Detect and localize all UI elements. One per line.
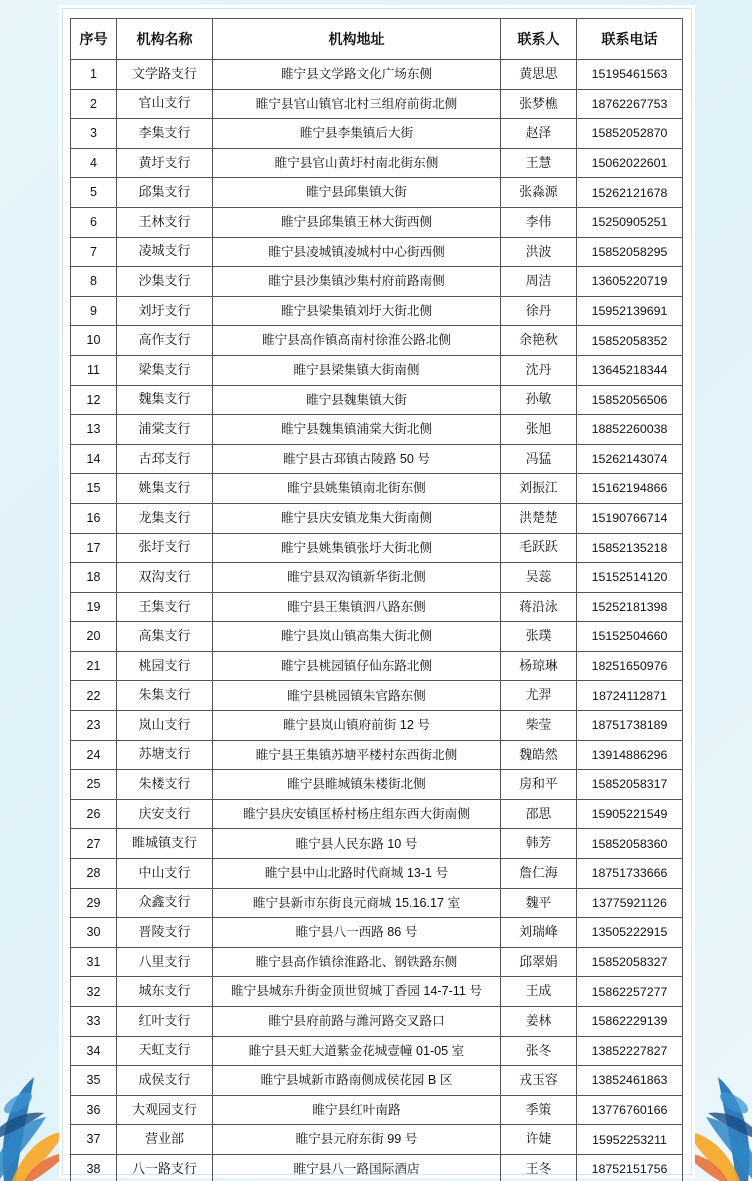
cell-contact-person: 蒋沿泳 [501, 592, 577, 622]
cell-branch-name: 邱集支行 [117, 178, 213, 208]
cell-address: 睢宁县桃园镇仔仙东路北侧 [213, 651, 501, 681]
cell-index: 24 [71, 740, 117, 770]
cell-index: 15 [71, 474, 117, 504]
cell-index: 31 [71, 947, 117, 977]
cell-index: 6 [71, 207, 117, 237]
cell-branch-name: 古邳支行 [117, 444, 213, 474]
cell-index: 8 [71, 267, 117, 297]
cell-phone: 15262143074 [577, 444, 683, 474]
cell-branch-name: 营业部 [117, 1125, 213, 1155]
cell-branch-name: 大观园支行 [117, 1095, 213, 1125]
table-row [71, 1154, 683, 1181]
table-row [71, 119, 683, 149]
table-body [71, 60, 683, 1181]
cell-phone: 13605220719 [577, 267, 683, 297]
cell-branch-name: 高作支行 [117, 326, 213, 356]
cell-address: 睢宁县府前路与潍河路交叉路口 [213, 1007, 501, 1037]
cell-contact-person: 张璞 [501, 622, 577, 652]
cell-phone: 13775921126 [577, 888, 683, 918]
cell-contact-person: 姜林 [501, 1007, 577, 1037]
cell-index: 4 [71, 148, 117, 178]
cell-branch-name: 苏塘支行 [117, 740, 213, 770]
table-row [71, 326, 683, 356]
cell-contact-person: 李伟 [501, 207, 577, 237]
cell-contact-person: 魏平 [501, 888, 577, 918]
cell-index: 1 [71, 60, 117, 90]
cell-branch-name: 王集支行 [117, 592, 213, 622]
cell-branch-name: 姚集支行 [117, 474, 213, 504]
table-row [71, 651, 683, 681]
cell-branch-name: 张圩支行 [117, 533, 213, 563]
branch-directory-table-wrapper [70, 18, 682, 1181]
cell-phone: 15862257277 [577, 977, 683, 1007]
cell-contact-person: 张冬 [501, 1036, 577, 1066]
cell-branch-name: 李集支行 [117, 119, 213, 149]
cell-phone: 15952139691 [577, 296, 683, 326]
cell-address: 睢宁县八一路国际酒店 [213, 1154, 501, 1181]
cell-address: 睢宁县元府东街 99 号 [213, 1125, 501, 1155]
cell-branch-name: 天虹支行 [117, 1036, 213, 1066]
cell-branch-name: 梁集支行 [117, 355, 213, 385]
cell-address: 睢宁县八一西路 86 号 [213, 918, 501, 948]
cell-phone: 15262121678 [577, 178, 683, 208]
table-row [71, 1066, 683, 1096]
cell-index: 16 [71, 503, 117, 533]
cell-address: 睢宁县天虹大道紫金花城壹幢 01-05 室 [213, 1036, 501, 1066]
table-row [71, 444, 683, 474]
cell-contact-person: 吴蕊 [501, 563, 577, 593]
cell-branch-name: 官山支行 [117, 89, 213, 119]
cell-index: 7 [71, 237, 117, 267]
cell-index: 23 [71, 711, 117, 741]
cell-contact-person: 张旭 [501, 415, 577, 445]
cell-contact-person: 房和平 [501, 770, 577, 800]
cell-contact-person: 张梦樵 [501, 89, 577, 119]
cell-index: 2 [71, 89, 117, 119]
cell-contact-person: 杨琼琳 [501, 651, 577, 681]
table-row [71, 355, 683, 385]
cell-branch-name: 岚山支行 [117, 711, 213, 741]
table-row [71, 148, 683, 178]
cell-phone: 15852135218 [577, 533, 683, 563]
cell-index: 26 [71, 799, 117, 829]
table-row [71, 267, 683, 297]
table-row [71, 237, 683, 267]
cell-contact-person: 沈丹 [501, 355, 577, 385]
cell-branch-name: 王林支行 [117, 207, 213, 237]
table-row [71, 947, 683, 977]
cell-address: 睢宁县睢城镇朱楼街北侧 [213, 770, 501, 800]
cell-index: 32 [71, 977, 117, 1007]
cell-branch-name: 城东支行 [117, 977, 213, 1007]
cell-contact-person: 孙敏 [501, 385, 577, 415]
cell-phone: 18724112871 [577, 681, 683, 711]
cell-address: 睢宁县文学路文化广场东侧 [213, 60, 501, 90]
cell-branch-name: 沙集支行 [117, 267, 213, 297]
cell-address: 睢宁县桃园镇朱官路东侧 [213, 681, 501, 711]
cell-branch-name: 龙集支行 [117, 503, 213, 533]
cell-index: 22 [71, 681, 117, 711]
table-row [71, 178, 683, 208]
cell-index: 28 [71, 859, 117, 889]
cell-phone: 15195461563 [577, 60, 683, 90]
table-row [71, 533, 683, 563]
cell-contact-person: 毛跃跃 [501, 533, 577, 563]
cell-phone: 15852058352 [577, 326, 683, 356]
cell-contact-person: 詹仁海 [501, 859, 577, 889]
cell-phone: 15250905251 [577, 207, 683, 237]
cell-branch-name: 庆安支行 [117, 799, 213, 829]
table-row [71, 681, 683, 711]
cell-branch-name: 双沟支行 [117, 563, 213, 593]
cell-phone: 15062022601 [577, 148, 683, 178]
column-header-phone: 联系电话 [577, 19, 683, 60]
cell-contact-person: 刘振江 [501, 474, 577, 504]
cell-branch-name: 晋陵支行 [117, 918, 213, 948]
cell-branch-name: 魏集支行 [117, 385, 213, 415]
cell-address: 睢宁县邱集镇大街 [213, 178, 501, 208]
cell-branch-name: 红叶支行 [117, 1007, 213, 1037]
cell-phone: 18751738189 [577, 711, 683, 741]
cell-branch-name: 朱集支行 [117, 681, 213, 711]
cell-contact-person: 戎玉容 [501, 1066, 577, 1096]
cell-address: 睢宁县城东升街金顶世贸城丁香园 14-7-11 号 [213, 977, 501, 1007]
cell-index: 12 [71, 385, 117, 415]
table-row [71, 740, 683, 770]
cell-contact-person: 尤羿 [501, 681, 577, 711]
cell-address: 睢宁县魏集镇大街 [213, 385, 501, 415]
cell-address: 睢宁县梁集镇刘圩大街北侧 [213, 296, 501, 326]
cell-index: 27 [71, 829, 117, 859]
cell-phone: 15152504660 [577, 622, 683, 652]
table-row [71, 1007, 683, 1037]
cell-phone: 15905221549 [577, 799, 683, 829]
table-row [71, 1095, 683, 1125]
cell-phone: 15852058317 [577, 770, 683, 800]
cell-index: 21 [71, 651, 117, 681]
cell-index: 13 [71, 415, 117, 445]
cell-address: 睢宁县官山镇官北村三组府前街北侧 [213, 89, 501, 119]
table-row [71, 296, 683, 326]
cell-branch-name: 桃园支行 [117, 651, 213, 681]
cell-contact-person: 张淼源 [501, 178, 577, 208]
table-row [71, 60, 683, 90]
cell-address: 睢宁县中山北路时代商城 13-1 号 [213, 859, 501, 889]
cell-address: 睢宁县王集镇苏塘平楼村东西街北侧 [213, 740, 501, 770]
cell-index: 34 [71, 1036, 117, 1066]
cell-branch-name: 睢城镇支行 [117, 829, 213, 859]
cell-address: 睢宁县古邳镇古陵路 50 号 [213, 444, 501, 474]
column-header-address: 机构地址 [213, 19, 501, 60]
table-row [71, 385, 683, 415]
cell-index: 5 [71, 178, 117, 208]
cell-contact-person: 周洁 [501, 267, 577, 297]
cell-phone: 15862229139 [577, 1007, 683, 1037]
cell-address: 睢宁县城新市路南侧成侯花园 B 区 [213, 1066, 501, 1096]
table-row [71, 207, 683, 237]
cell-index: 17 [71, 533, 117, 563]
table-header-row [71, 19, 683, 60]
cell-contact-person: 余艳秋 [501, 326, 577, 356]
cell-phone: 13914886296 [577, 740, 683, 770]
cell-index: 29 [71, 888, 117, 918]
cell-address: 睢宁县姚集镇南北街东侧 [213, 474, 501, 504]
cell-phone: 13645218344 [577, 355, 683, 385]
cell-branch-name: 中山支行 [117, 859, 213, 889]
cell-contact-person: 季策 [501, 1095, 577, 1125]
table-row [71, 474, 683, 504]
cell-address: 睢宁县王集镇泗八路东侧 [213, 592, 501, 622]
cell-contact-person: 刘瑞峰 [501, 918, 577, 948]
table-row [71, 799, 683, 829]
table-row [71, 859, 683, 889]
cell-address: 睢宁县官山黄圩村南北街东侧 [213, 148, 501, 178]
cell-phone: 15162194866 [577, 474, 683, 504]
column-header-index: 序号 [71, 19, 117, 60]
cell-contact-person: 徐丹 [501, 296, 577, 326]
cell-phone: 18762267753 [577, 89, 683, 119]
cell-contact-person: 柴莹 [501, 711, 577, 741]
cell-phone: 15852052870 [577, 119, 683, 149]
cell-index: 18 [71, 563, 117, 593]
cell-address: 睢宁县沙集镇沙集村府前路南侧 [213, 267, 501, 297]
cell-index: 36 [71, 1095, 117, 1125]
cell-address: 睢宁县姚集镇张圩大街北侧 [213, 533, 501, 563]
cell-address: 睢宁县魏集镇浦棠大街北侧 [213, 415, 501, 445]
cell-contact-person: 王冬 [501, 1154, 577, 1181]
cell-contact-person: 王慧 [501, 148, 577, 178]
cell-phone: 13776760166 [577, 1095, 683, 1125]
cell-index: 10 [71, 326, 117, 356]
cell-address: 睢宁县庆安镇龙集大街南侧 [213, 503, 501, 533]
column-header-branch-name: 机构名称 [117, 19, 213, 60]
cell-address: 睢宁县岚山镇府前街 12 号 [213, 711, 501, 741]
table-row [71, 503, 683, 533]
cell-phone: 15190766714 [577, 503, 683, 533]
column-header-contact-person: 联系人 [501, 19, 577, 60]
cell-phone: 15952253211 [577, 1125, 683, 1155]
cell-contact-person: 洪波 [501, 237, 577, 267]
cell-address: 睢宁县李集镇后大街 [213, 119, 501, 149]
cell-index: 11 [71, 355, 117, 385]
cell-branch-name: 朱楼支行 [117, 770, 213, 800]
cell-contact-person: 魏皓然 [501, 740, 577, 770]
cell-contact-person: 邱翠娟 [501, 947, 577, 977]
cell-address: 睢宁县庆安镇匡桥村杨庄组东西大街南侧 [213, 799, 501, 829]
cell-phone: 15852058327 [577, 947, 683, 977]
cell-phone: 13852461863 [577, 1066, 683, 1096]
branch-directory-table [70, 18, 683, 1181]
table-row [71, 563, 683, 593]
table-row [71, 89, 683, 119]
cell-contact-person: 赵泽 [501, 119, 577, 149]
cell-phone: 18752151756 [577, 1154, 683, 1181]
cell-phone: 15852058360 [577, 829, 683, 859]
cell-branch-name: 高集支行 [117, 622, 213, 652]
cell-index: 33 [71, 1007, 117, 1037]
cell-index: 35 [71, 1066, 117, 1096]
cell-branch-name: 八里支行 [117, 947, 213, 977]
cell-phone: 15152514120 [577, 563, 683, 593]
cell-phone: 15852058295 [577, 237, 683, 267]
table-row [71, 711, 683, 741]
cell-address: 睢宁县新市东街良元商城 15.16.17 室 [213, 888, 501, 918]
cell-contact-person: 黄思思 [501, 60, 577, 90]
cell-phone: 15852056506 [577, 385, 683, 415]
cell-index: 14 [71, 444, 117, 474]
cell-branch-name: 刘圩支行 [117, 296, 213, 326]
cell-index: 30 [71, 918, 117, 948]
cell-phone: 13505222915 [577, 918, 683, 948]
cell-branch-name: 众鑫支行 [117, 888, 213, 918]
cell-index: 38 [71, 1154, 117, 1181]
cell-address: 睢宁县梁集镇大街南侧 [213, 355, 501, 385]
cell-address: 睢宁县邱集镇王林大街西侧 [213, 207, 501, 237]
cell-branch-name: 凌城支行 [117, 237, 213, 267]
cell-address: 睢宁县高作镇高南村徐淮公路北侧 [213, 326, 501, 356]
table-row [71, 1125, 683, 1155]
cell-branch-name: 八一路支行 [117, 1154, 213, 1181]
cell-contact-person: 邵思 [501, 799, 577, 829]
table-row [71, 829, 683, 859]
cell-branch-name: 浦棠支行 [117, 415, 213, 445]
cell-phone: 18852260038 [577, 415, 683, 445]
cell-address: 睢宁县岚山镇高集大街北侧 [213, 622, 501, 652]
table-row [71, 770, 683, 800]
table-row [71, 592, 683, 622]
table-row [71, 977, 683, 1007]
cell-address: 睢宁县红叶南路 [213, 1095, 501, 1125]
table-row [71, 415, 683, 445]
cell-index: 20 [71, 622, 117, 652]
table-row [71, 888, 683, 918]
cell-index: 19 [71, 592, 117, 622]
cell-phone: 18251650976 [577, 651, 683, 681]
cell-branch-name: 成侯支行 [117, 1066, 213, 1096]
cell-index: 25 [71, 770, 117, 800]
cell-contact-person: 冯猛 [501, 444, 577, 474]
cell-index: 9 [71, 296, 117, 326]
cell-phone: 13852227827 [577, 1036, 683, 1066]
cell-contact-person: 韩芳 [501, 829, 577, 859]
cell-address: 睢宁县凌城镇凌城村中心街西侧 [213, 237, 501, 267]
cell-address: 睢宁县高作镇徐淮路北、钢铁路东侧 [213, 947, 501, 977]
cell-index: 37 [71, 1125, 117, 1155]
cell-address: 睢宁县人民东路 10 号 [213, 829, 501, 859]
cell-branch-name: 黄圩支行 [117, 148, 213, 178]
table-row [71, 918, 683, 948]
cell-branch-name: 文学路支行 [117, 60, 213, 90]
cell-contact-person: 王成 [501, 977, 577, 1007]
cell-address: 睢宁县双沟镇新华街北侧 [213, 563, 501, 593]
cell-phone: 18751733666 [577, 859, 683, 889]
table-row [71, 622, 683, 652]
cell-contact-person: 许婕 [501, 1125, 577, 1155]
table-row [71, 1036, 683, 1066]
cell-contact-person: 洪楚楚 [501, 503, 577, 533]
cell-phone: 15252181398 [577, 592, 683, 622]
cell-index: 3 [71, 119, 117, 149]
